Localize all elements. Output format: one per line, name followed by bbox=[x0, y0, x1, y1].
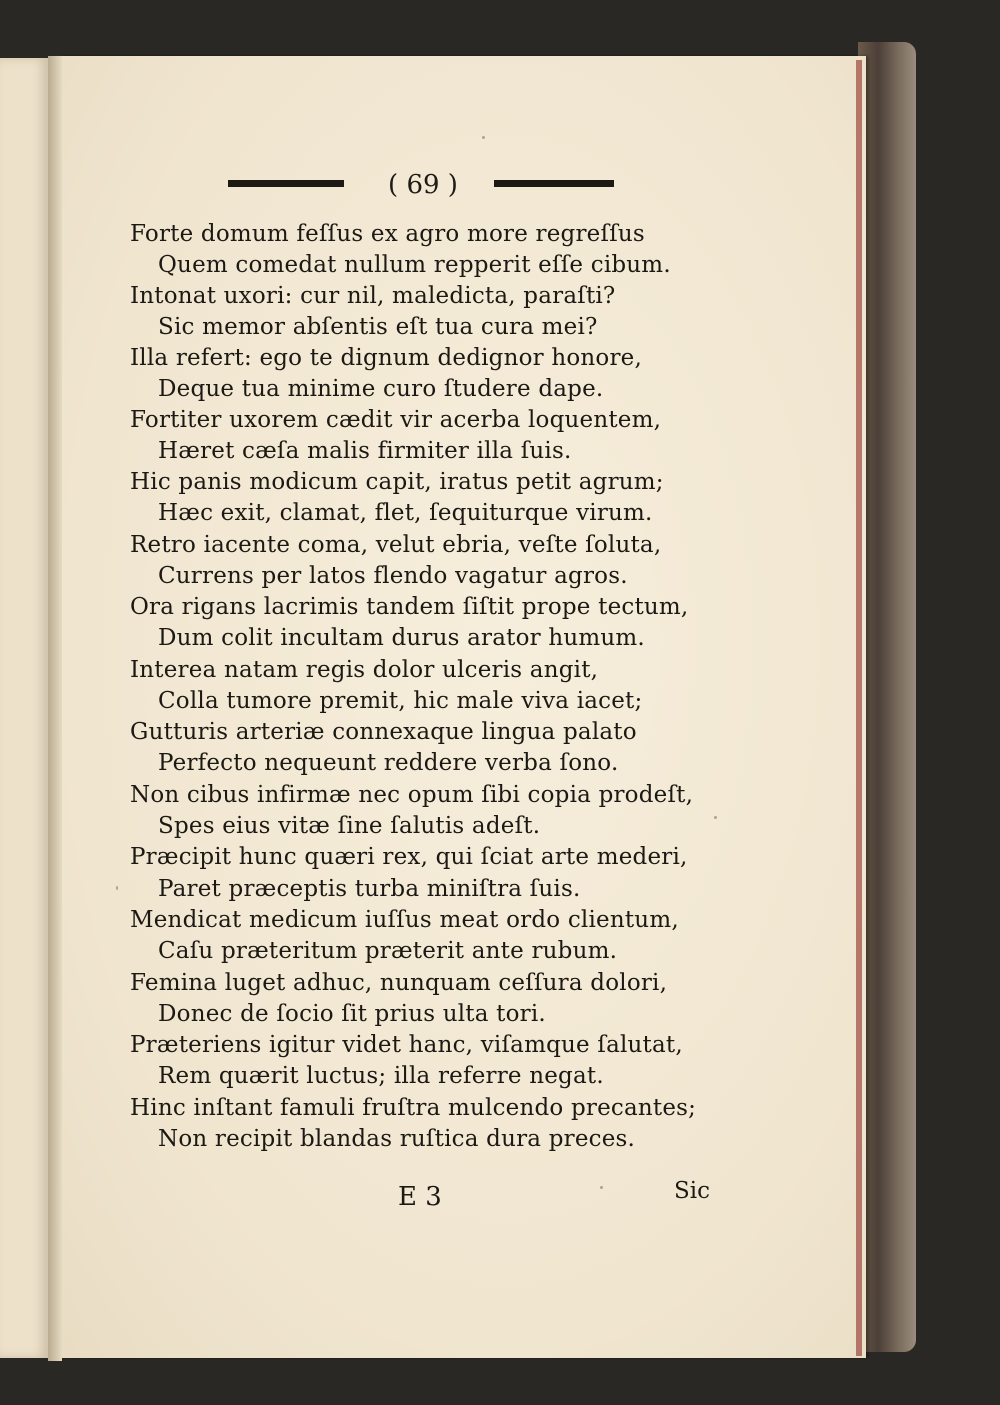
poem-line: Currens per latos flendo vagatur agros. bbox=[158, 563, 628, 589]
poem-line: Quem comedat nullum repperit eſſe cibum. bbox=[158, 252, 671, 278]
poem-line: Præteriens igitur videt hanc, viſamque ſalutat, bbox=[130, 1032, 683, 1058]
paper-fleck bbox=[116, 886, 118, 890]
poem-line: Colla tumore premit, hic male viva iacet; bbox=[158, 688, 643, 714]
poem-line: Donec de ſocio ſit prius ulta tori. bbox=[158, 1001, 546, 1027]
poem-line: Hæret cæſa malis firmiter illa ſuis. bbox=[158, 438, 572, 464]
poem-line: Deque tua minime curo ſtudere dape. bbox=[158, 376, 604, 402]
paper-fleck bbox=[714, 816, 717, 819]
poem-line: Dum colit incultam durus arator humum. bbox=[158, 625, 645, 651]
book-cover-edge bbox=[858, 42, 916, 1352]
paper-fleck bbox=[482, 136, 485, 139]
poem-line: Spes eius vitæ ſine ſalutis adeſt. bbox=[158, 813, 541, 839]
page-number: ( 69 ) bbox=[388, 170, 458, 200]
poem-line: Præcipit hunc quæri rex, qui ſciat arte mederi, bbox=[130, 844, 688, 870]
paper-fleck bbox=[600, 1186, 603, 1189]
poem-line: Hinc inſtant famuli fruſtra mulcendo precantes; bbox=[130, 1095, 697, 1121]
poem-line: Ora rigans lacrimis tandem ſiſtit prope tectum, bbox=[130, 594, 689, 620]
left-page-edge bbox=[0, 58, 50, 1358]
poem-line: Rem quærit luctus; illa referre negat. bbox=[158, 1063, 604, 1089]
poem-line: Gutturis arteriæ connexaque lingua palato bbox=[130, 719, 637, 745]
header-rule-left bbox=[228, 180, 344, 187]
header-rule-right bbox=[494, 180, 614, 187]
poem-line: Forte domum feſſus ex agro more regreſſus bbox=[130, 221, 645, 247]
poem-line: Femina luget adhuc, nunquam ceſſura dolori, bbox=[130, 970, 668, 996]
poem-line: Paret præceptis turba miniſtra ſuis. bbox=[158, 876, 581, 902]
catchword: Sic bbox=[674, 1178, 710, 1204]
poem-line: Interea natam regis dolor ulceris angit, bbox=[130, 657, 599, 683]
poem-line: Sic memor abſentis eſt tua cura mei? bbox=[158, 314, 598, 340]
page-gutter bbox=[48, 56, 62, 1361]
page-header bbox=[228, 170, 618, 200]
poem-line: Non recipit blandas ruſtica dura preces. bbox=[158, 1126, 636, 1152]
signature-mark: E 3 bbox=[398, 1182, 442, 1212]
poem-line: Hic panis modicum capit, iratus petit agrum; bbox=[130, 469, 664, 495]
poem-line: Perfecto nequeunt reddere verba ſono. bbox=[158, 750, 619, 776]
poem-line: Retro iacente coma, velut ebria, veſte ſoluta, bbox=[130, 532, 662, 558]
poem-line: Mendicat medicum iuſſus meat ordo clientum, bbox=[130, 907, 679, 933]
poem-line: Non cibus infirmæ nec opum ſibi copia prodeſt, bbox=[130, 782, 694, 808]
poem-line: Fortiter uxorem cædit vir acerba loquentem, bbox=[130, 407, 662, 433]
poem-line: Caſu præteritum præterit ante rubum. bbox=[158, 938, 618, 964]
page-red-edge bbox=[856, 60, 862, 1356]
poem-line: Illa refert: ego te dignum dedignor honore, bbox=[130, 345, 642, 371]
poem-line: Hæc exit, clamat, flet, ſequiturque virum. bbox=[158, 500, 653, 526]
poem-line: Intonat uxori: cur nil, maledicta, paraſti? bbox=[130, 283, 616, 309]
